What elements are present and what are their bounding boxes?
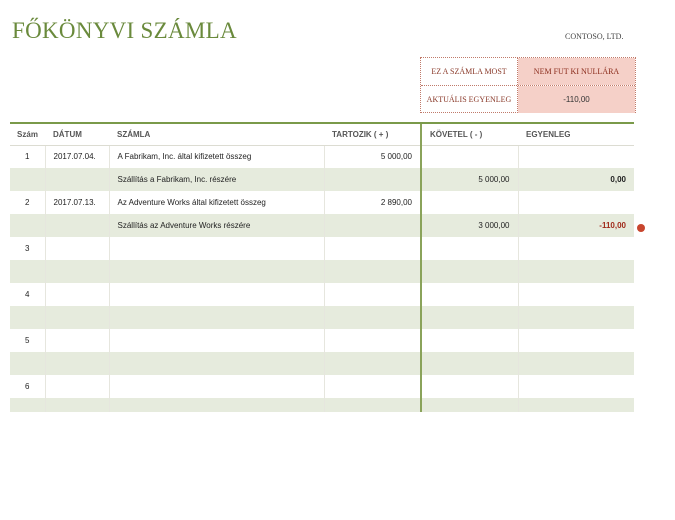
cell-account[interactable] (109, 375, 324, 398)
cell-num[interactable]: 5 (10, 329, 45, 352)
cell-credit[interactable] (421, 375, 518, 398)
cell-account[interactable] (109, 260, 324, 283)
cell-date[interactable]: 2017.07.04. (45, 145, 109, 168)
cell-credit[interactable] (421, 329, 518, 352)
cell-num[interactable] (10, 398, 45, 412)
table-row (10, 352, 634, 375)
cell-num[interactable]: 6 (10, 375, 45, 398)
cell-date[interactable] (45, 260, 109, 283)
cell-balance[interactable] (518, 145, 634, 168)
cell-date[interactable] (45, 398, 109, 412)
col-header-num[interactable]: Szám (10, 123, 45, 145)
cell-credit[interactable] (421, 145, 518, 168)
cell-account[interactable] (109, 352, 324, 375)
cell-balance[interactable] (518, 283, 634, 306)
cell-balance[interactable] (518, 352, 634, 375)
cell-balance[interactable] (518, 375, 634, 398)
cell-debit[interactable] (324, 214, 421, 237)
cell-credit[interactable] (421, 306, 518, 329)
cell-balance[interactable] (518, 260, 634, 283)
cell-account[interactable]: Szállítás a Fabrikam, Inc. részére (109, 168, 324, 191)
table-row (10, 168, 634, 191)
cell-balance[interactable]: -110,00 (518, 214, 634, 237)
cell-credit[interactable] (421, 260, 518, 283)
cell-debit[interactable] (324, 168, 421, 191)
cell-debit[interactable] (324, 352, 421, 375)
cell-account[interactable] (109, 398, 324, 412)
ledger-table (10, 122, 634, 412)
cell-balance[interactable] (518, 237, 634, 260)
cell-account[interactable] (109, 283, 324, 306)
table-row (10, 260, 634, 283)
cell-credit[interactable] (421, 191, 518, 214)
table-row (10, 145, 634, 168)
cell-num[interactable] (10, 168, 45, 191)
header-row (10, 123, 634, 145)
cell-date[interactable]: 2017.07.13. (45, 191, 109, 214)
cell-debit[interactable] (324, 375, 421, 398)
table-row (10, 375, 634, 398)
cell-debit[interactable]: 5 000,00 (324, 145, 421, 168)
cell-balance[interactable] (518, 306, 634, 329)
col-header-credit[interactable]: KÖVETEL ( - ) (421, 123, 518, 145)
cell-balance[interactable] (518, 329, 634, 352)
current-balance-row (421, 85, 635, 113)
col-header-debit[interactable]: TARTOZIK ( + ) (324, 123, 421, 145)
cell-num[interactable] (10, 260, 45, 283)
cell-debit[interactable] (324, 398, 421, 412)
current-balance-value[interactable]: -110,00 (518, 86, 635, 113)
cell-debit[interactable] (324, 306, 421, 329)
cell-date[interactable] (45, 306, 109, 329)
cell-num[interactable] (10, 306, 45, 329)
balance-status-box (420, 57, 636, 113)
table-row (10, 329, 634, 352)
table-row (10, 214, 634, 237)
cell-num[interactable]: 2 (10, 191, 45, 214)
status-label: EZ A SZÁMLA MOST (421, 58, 518, 85)
cell-account[interactable]: Szállítás az Adventure Works részére (109, 214, 324, 237)
cell-date[interactable] (45, 283, 109, 306)
page-title: FŐKÖNYVI SZÁMLA (12, 18, 237, 43)
cell-debit[interactable] (324, 260, 421, 283)
cell-num[interactable]: 1 (10, 145, 45, 168)
cell-date[interactable] (45, 375, 109, 398)
cell-account[interactable] (109, 237, 324, 260)
cell-date[interactable] (45, 329, 109, 352)
col-header-date[interactable]: DÁTUM (45, 123, 109, 145)
cell-debit[interactable] (324, 237, 421, 260)
table-row (10, 283, 634, 306)
cell-credit[interactable] (421, 352, 518, 375)
status-message[interactable]: NEM FUT KI NULLÁRA (518, 58, 635, 85)
table-row (10, 398, 634, 412)
cell-date[interactable] (45, 352, 109, 375)
cell-credit[interactable] (421, 237, 518, 260)
cell-date[interactable] (45, 168, 109, 191)
cell-debit[interactable]: 2 890,00 (324, 191, 421, 214)
cell-num[interactable] (10, 352, 45, 375)
cell-account[interactable] (109, 329, 324, 352)
table-row (10, 237, 634, 260)
col-header-account[interactable]: SZÁMLA (109, 123, 324, 145)
cell-debit[interactable] (324, 329, 421, 352)
cell-balance[interactable]: 0,00 (518, 168, 634, 191)
cell-account[interactable]: Az Adventure Works által kifizetett összeg (109, 191, 324, 214)
col-header-balance[interactable]: EGYENLEG (518, 123, 634, 145)
cell-balance[interactable] (518, 191, 634, 214)
table-row (10, 191, 634, 214)
cell-date[interactable] (45, 214, 109, 237)
error-indicator-icon[interactable] (637, 224, 645, 232)
cell-account[interactable]: A Fabrikam, Inc. által kifizetett összeg (109, 145, 324, 168)
cell-account[interactable] (109, 306, 324, 329)
cell-credit[interactable]: 5 000,00 (421, 168, 518, 191)
cell-num[interactable]: 3 (10, 237, 45, 260)
cell-num[interactable]: 4 (10, 283, 45, 306)
cell-date[interactable] (45, 237, 109, 260)
company-name: CONTOSO, LTD. (565, 32, 624, 41)
cell-debit[interactable] (324, 283, 421, 306)
status-row (421, 58, 635, 85)
cell-credit[interactable]: 3 000,00 (421, 214, 518, 237)
current-balance-label: AKTUÁLIS EGYENLEG (421, 86, 518, 113)
table-row (10, 306, 634, 329)
cell-credit[interactable] (421, 283, 518, 306)
cell-balance[interactable] (518, 398, 634, 412)
cell-credit[interactable] (421, 398, 518, 412)
cell-num[interactable] (10, 214, 45, 237)
